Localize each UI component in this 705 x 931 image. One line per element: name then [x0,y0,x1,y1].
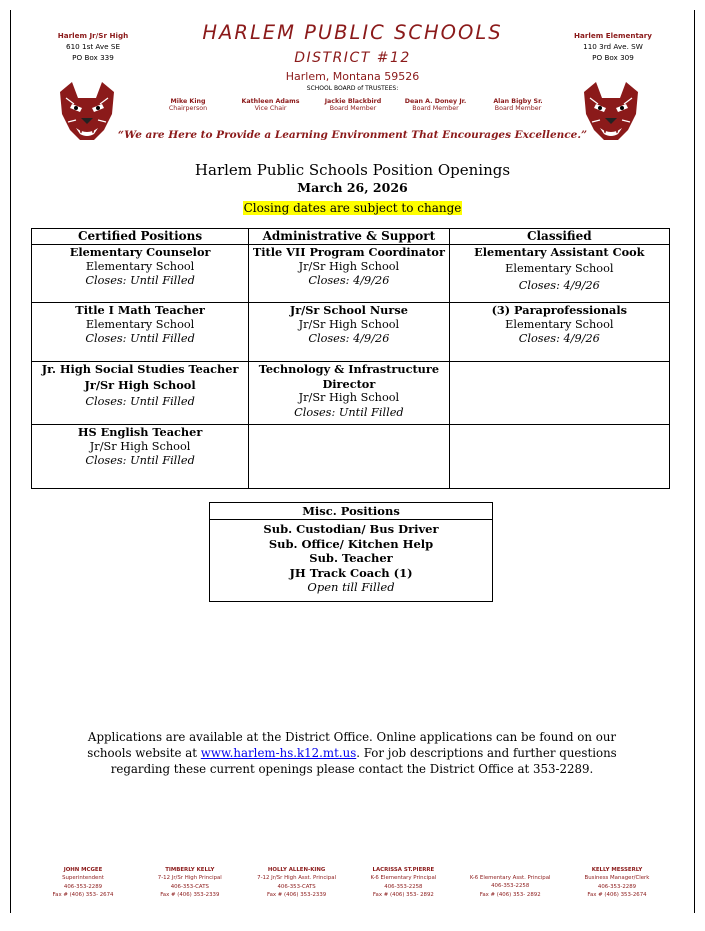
position-cell [32,425,249,489]
position-closes: Closes: 4/9/26 [518,279,600,292]
position-title: Technology & Infrastructure Director [258,362,440,391]
district-motto: “We are Here to Provide a Learning Environment That Encourages Excellence.” [117,129,588,141]
position-cell [32,303,249,362]
closing-note-wrap [100,197,605,216]
position-cell [249,303,449,362]
posting-date: March 26, 2026 [297,180,408,195]
staff-contact [350,866,456,899]
table-row [32,303,670,362]
position-location: Jr/Sr High School [89,439,191,453]
left-school-address [38,30,148,63]
trustee-role: Board Member [329,105,377,112]
position-cell [449,303,669,362]
table-header-row [32,229,670,245]
position-location: Elementary School [85,259,195,273]
right-school-pobox: PO Box 309 [592,53,634,62]
position-closes: Closes: 4/9/26 [308,332,390,345]
position-title: Jr/Sr School Nurse [289,303,408,317]
position-cell [32,245,249,303]
trustee-list [148,98,558,112]
staff-fax: Fax # (406) 353-2339 [160,891,220,898]
misc-positions-list [210,520,492,601]
district-name: HARLEM PUBLIC SCHOOLS [202,21,503,44]
position-location: Jr/Sr High School [84,377,196,392]
staff-contact [30,866,136,899]
right-school-name: Harlem Elementary [574,31,652,40]
left-school-name: Harlem Jr/Sr High [57,31,129,40]
position-location: Elementary School [505,317,614,331]
staff-name: JOHN MCGEE [63,867,103,873]
staff-phone: 406-353-CATS [277,883,316,890]
position-title: HS English Teacher [77,425,203,439]
position-closes: Closes: Until Filled [85,274,195,287]
table-row [32,362,670,425]
staff-name: TIMBERLY KELLY [165,867,215,873]
list-item: Sub. Teacher [309,551,393,565]
table-row [32,425,670,489]
position-title: Elementary Counselor [69,245,211,259]
position-closes: Closes: Until Filled [85,395,195,408]
trustee [148,98,228,112]
trustee [231,98,311,112]
column-header-classified: Classified [449,229,669,245]
position-location: Elementary School [85,317,195,331]
trustee-role: Chairperson [168,105,208,112]
trustee [313,98,393,112]
trustee [396,98,476,112]
position-location: Elementary School [505,261,614,275]
trustee-name: Alan Bigby Sr. [493,98,543,105]
position-closes: Closes: Until Filled [85,454,195,467]
staff-fax: Fax # (406) 353- 2892 [479,891,541,898]
position-cell [249,245,449,303]
positions-table [31,228,670,489]
closing-note: Closing dates are subject to change [243,201,462,215]
trustee-name: Mike King [170,98,206,105]
staff-contact [457,866,563,899]
left-school-pobox: PO Box 339 [72,53,114,62]
staff-fax: Fax # (406) 353-2674 [587,891,647,898]
position-title: (3) Paraprofessionals [491,303,628,317]
application-info [72,729,632,777]
list-item: Sub. Office/ Kitchen Help [268,536,434,551]
position-title: Jr. High Social Studies Teacher [41,362,239,376]
staff-contact [244,866,350,899]
staff-title: K-6 Elementary Asst. Principal [469,875,551,881]
staff-fax: Fax # (406) 353-2339 [266,891,327,898]
trustee-role: Board Member [412,105,459,112]
staff-phone: 406-353-2258 [491,883,530,890]
school-website-link[interactable]: www.harlem-hs.k12.mt.us [200,746,357,760]
staff-name: LACRISSA ST.PIERRE [372,867,435,873]
staff-contact [137,866,243,899]
staff-fax: Fax # (406) 353- 2892 [372,891,434,898]
staff-title: Business Manager/Clerk [584,875,650,882]
list-item: JH Track Coach (1) [289,565,413,580]
staff-phone: 406-353-2289 [63,883,103,890]
staff-phone: 406-353-2258 [384,883,423,890]
staff-title: 7-12 Jr/Sr High Principal [157,875,222,882]
district-city: Harlem, Montana 59526 [285,70,420,83]
staff-title: Superintendent [62,875,104,882]
page-title: Harlem Public Schools Position Openings [194,161,511,179]
trustee-name: Dean A. Doney Jr. [404,98,467,105]
application-text-before: Applications are available at the District Office. Online applications can be found on our schools website at [87,730,617,760]
staff-footer [30,866,670,899]
board-title: SCHOOL BOARD of TRUSTEES: [306,85,399,92]
position-title: Title I Math Teacher [75,303,205,317]
position-location: Jr/Sr High School [298,259,400,273]
staff-title: 7-12 Jr/Sr High Asst. Principal [257,875,337,882]
application-text-after: . For job descriptions and further questions regarding these current openings please contact the District Office at 353-2289. [110,746,617,776]
position-title: Elementary Assistant Cook [474,245,645,259]
staff-title: K-6 Elementary Principal [370,875,437,882]
trustee-name: Jackie Blackbird [324,98,382,105]
empty-cell [449,362,669,425]
staff-fax: Fax # (406) 353- 2674 [52,891,114,898]
staff-name: HOLLY ALLEN-KING [267,867,326,873]
position-cell [32,362,249,425]
misc-note: Open till Filled [307,580,395,594]
misc-positions-header: Misc. Positions [210,503,492,520]
position-cell [449,245,669,303]
left-school-street: 610 1st Ave SE [66,42,120,51]
trustee-role: Vice Chair [254,105,287,112]
empty-cell [449,425,669,489]
position-closes: Closes: Until Filled [85,332,195,345]
position-location: Jr/Sr High School [298,391,400,404]
trustee-role: Board Member [494,105,542,112]
position-title: Title VII Program Coordinator [252,245,445,259]
table-row [32,245,670,303]
position-cell [249,362,449,425]
column-header-certified: Certified Positions [32,229,249,245]
staff-contact [564,866,670,899]
position-closes: Closes: 4/9/26 [308,274,390,287]
position-closes: Closes: Until Filled [294,405,404,419]
district-number: DISTRICT #12 [294,50,411,66]
trustee-name: Kathleen Adams [241,98,300,105]
staff-name: KELLY MESSERLY [591,867,643,873]
empty-cell [249,425,449,489]
staff-phone: 406-353-CATS [170,883,209,890]
right-school-address [558,30,668,63]
column-header-administrative: Administrative & Support [249,229,449,245]
misc-positions-box [209,502,493,602]
position-closes: Closes: 4/9/26 [518,332,600,345]
list-item: Sub. Custodian/ Bus Driver [263,522,439,536]
trustee [478,98,558,112]
right-school-street: 110 3rd Ave. SW [583,42,643,51]
position-location: Jr/Sr High School [298,317,400,331]
staff-phone: 406-353-2289 [597,883,637,890]
